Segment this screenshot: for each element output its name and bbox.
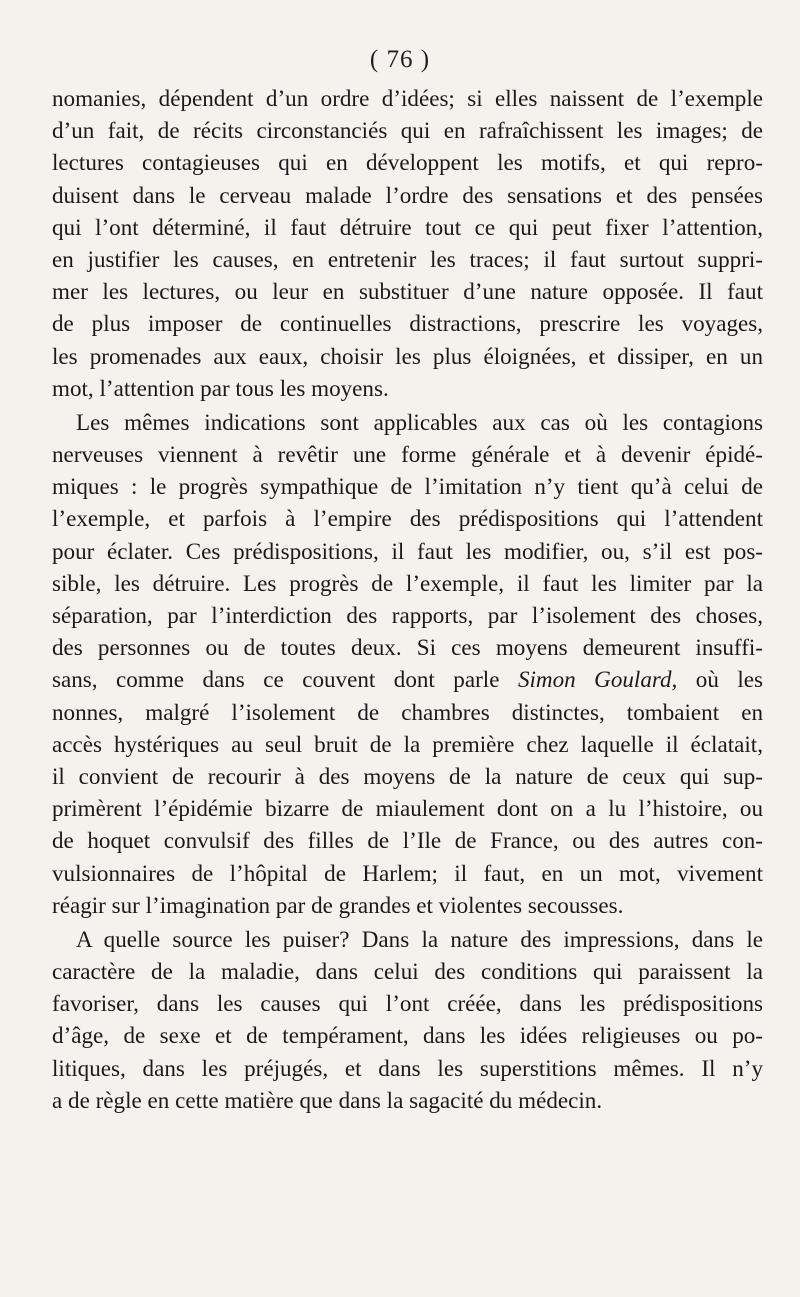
text-line: miques : le progrès sympathique de l’imitation n’y tient qu’à celui de — [52, 473, 763, 500]
text-line: séparation, par l’interdiction des rapports, par l’isolement des choses, — [52, 602, 763, 628]
text-line: a de règle en cette matière que dans la sagacité du médecin. — [52, 1086, 603, 1113]
text-line: nomanies, dépendent d’un ordre d’idées; si elles naissent de l’exemple — [52, 85, 763, 111]
text-line: favoriser, dans les causes qui l’ont créée, dans les prédispositions — [52, 990, 763, 1017]
text-line: d’âge, de sexe et de tempérament, dans les idées religieuses ou po- — [52, 1022, 763, 1049]
paragraph-2 — [52, 406, 763, 921]
paragraph-3 — [52, 923, 763, 1116]
text-segment: où les — [677, 666, 764, 693]
text-line: les promenades aux eaux, choisir les plus éloignées, et dissiper, en un — [52, 342, 763, 369]
text-line: nerveuses viennent à revêtir une forme générale et à devenir épidé- — [52, 441, 763, 468]
text-line: A quelle source les puiser? Dans la nature des impressions, dans le — [76, 925, 763, 952]
text-line: litiques, dans les préjugés, et dans les superstitions mêmes. Il n’y — [52, 1054, 763, 1081]
paragraph-1 — [52, 82, 763, 404]
page-number: ( 76 ) — [369, 46, 431, 73]
text-line: des personnes ou de toutes deux. Si ces moyens demeurent insuffi- — [52, 634, 763, 661]
text-line: caractère de la maladie, dans celui des conditions qui paraissent la — [52, 958, 763, 985]
body-text — [52, 82, 763, 1116]
text-line: réagir sur l’imagination par de grandes et violentes secousses. — [52, 891, 624, 918]
text-line: lectures contagieuses qui en développent les motifs, et qui repro- — [52, 149, 763, 176]
text-segment: sans, comme dans ce couvent dont parle — [52, 666, 518, 693]
text-line: duisent dans le cerveau malade l’ordre des sensations et des pensées — [52, 181, 763, 208]
text-line: nonnes, malgré l’isolement de chambres distinctes, tombaient en — [52, 698, 763, 725]
text-line: pour éclater. Ces prédispositions, il faut les modifier, ou, s’il est pos- — [52, 537, 763, 564]
text-line: d’un fait, de récits circonstanciés qui en rafraîchissent les images; de — [52, 117, 763, 144]
text-line: mer les lectures, ou leur en substituer d’une nature opposée. Il faut — [52, 278, 763, 305]
text-line: il convient de recourir à des moyens de la nature de ceux qui sup- — [52, 762, 763, 789]
text-line: en justifier les causes, en entretenir les traces; il faut surtout suppri- — [52, 245, 763, 272]
text-line: sible, les détruire. Les progrès de l’exemple, il faut les limiter par la — [52, 569, 763, 596]
text-line: primèrent l’épidémie bizarre de miaulement dont on a lu l’histoire, ou — [52, 795, 763, 822]
text-line: accès hystériques au seul bruit de la première chez laquelle il éclatait, — [52, 730, 763, 757]
text-line: vulsionnaires de l’hôpital de Harlem; il faut, en un mot, vivement — [52, 859, 763, 886]
text-line — [52, 663, 763, 695]
text-line: de hoquet convulsif des filles de l’Ile de France, ou des autres con- — [52, 827, 763, 854]
text-line: Les mêmes indications sont applicables aux cas où les contagions — [76, 408, 763, 435]
text-line: qui l’ont déterminé, il faut détruire tout ce qui peut fixer l’attention, — [52, 213, 763, 240]
author-name: Simon Goulard, — [517, 666, 678, 693]
text-line: mot, l’attention par tous les moyens. — [52, 374, 389, 401]
text-line: de plus imposer de continuelles distractions, prescrire les voyages, — [52, 310, 763, 337]
text-line: l’exemple, et parfois à l’empire des prédispositions qui l’attendent — [52, 505, 763, 532]
